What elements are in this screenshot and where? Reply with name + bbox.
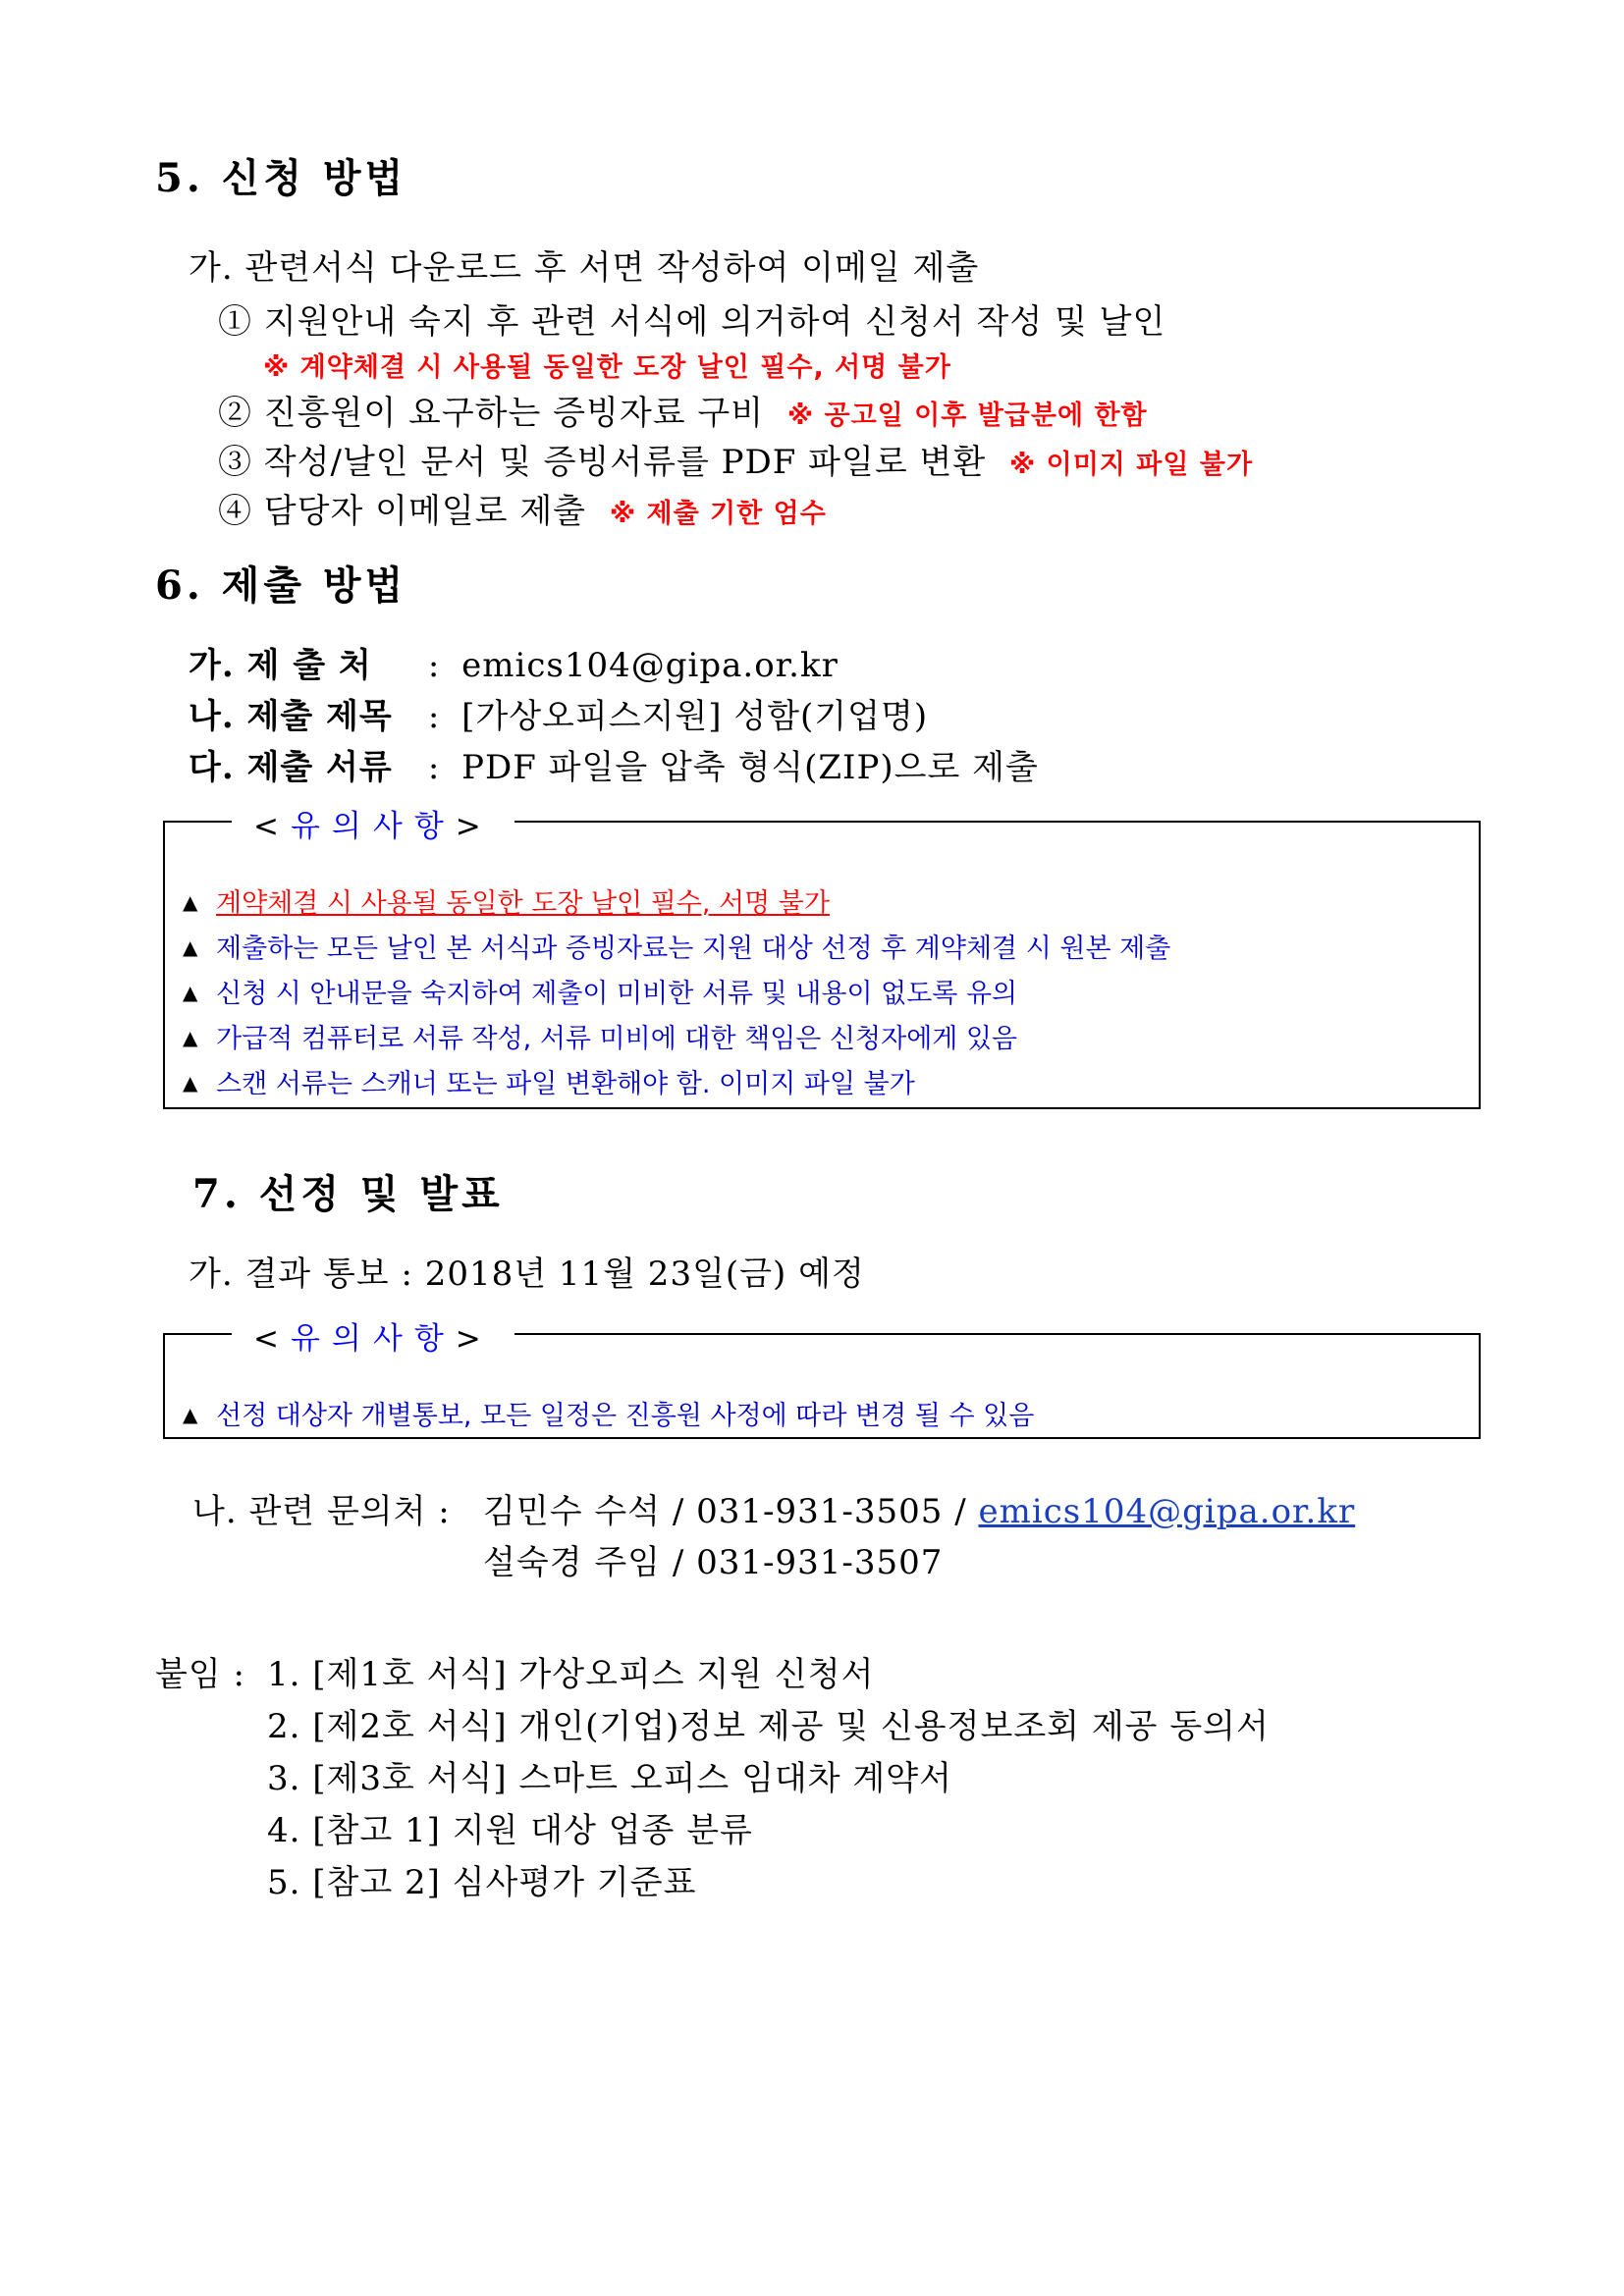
notice-title-text: 유의사항 — [290, 1321, 456, 1357]
result-notification: 가. 결과 통보 : 2018년 11월 23일(금) 예정 — [189, 1255, 865, 1294]
notice-item-text: 제출하는 모든 날인 본 서식과 증빙자료는 지원 대상 선정 후 계약체결 시 원본 제출 — [216, 934, 1171, 964]
section-5-step-1-note: ※ 계약체결 시 사용될 동일한 도장 날인 필수, 서명 불가 — [263, 352, 951, 383]
section-5-step-3 — [218, 435, 1253, 483]
submission-destination-label: 가. 제 출 처 — [189, 646, 372, 685]
attachment-item: 3. [제3호 서식] 스마트 오피스 임대차 계약서 — [267, 1759, 952, 1798]
attachment-item: 1. [제1호 서식] 가상오피스 지원 신청서 — [267, 1655, 875, 1694]
contact-1 — [483, 1484, 1355, 1532]
triangle-up-icon: ▲ — [183, 1026, 198, 1049]
triangle-up-icon: ▲ — [183, 981, 198, 1004]
triangle-up-icon: ▲ — [183, 935, 198, 959]
colon: : — [427, 697, 441, 736]
submission-documents-value: PDF 파일을 압축 형식(ZIP)으로 제출 — [461, 748, 1039, 787]
section-5-step-3-note: ※ 이미지 파일 불가 — [1009, 450, 1254, 480]
colon: : — [427, 646, 441, 685]
notice-item-text: 선정 대상자 개별통보, 모든 일정은 진흥원 사정에 따라 변경 될 수 있음 — [216, 1401, 1035, 1431]
submission-documents-row — [189, 740, 1039, 788]
notice-title-open: < — [253, 809, 291, 844]
section-5-step-3-text: ③ 작성/날인 문서 및 증빙서류를 PDF 파일로 변환 — [218, 443, 987, 482]
notice-item-text: 스캔 서류는 스캐너 또는 파일 변환해야 함. 이미지 파일 불가 — [216, 1069, 915, 1099]
notice-box-title — [232, 801, 514, 845]
contact-1-text: 김민수 수석 / 031-931-3505 / — [483, 1492, 967, 1531]
attachments-label: 붙임 : — [155, 1655, 245, 1694]
submission-subject-row — [189, 689, 928, 737]
notice-item-text: 계약체결 시 사용될 동일한 도장 날인 필수, 서명 불가 — [216, 888, 830, 919]
notice-item — [183, 927, 1170, 965]
notice-item — [183, 1062, 915, 1100]
notice-box-title — [232, 1313, 514, 1358]
section-5-step-4-text: ④ 담당자 이메일로 제출 — [218, 492, 587, 531]
section-5-step-2 — [218, 386, 1148, 434]
contact-label: 나. 관련 문의처 : — [192, 1492, 451, 1531]
section-5-step-4-note: ※ 제출 기한 엄수 — [609, 499, 827, 529]
colon: : — [427, 748, 441, 787]
notice-item-text: 신청 시 안내문을 숙지하여 제출이 미비한 서류 및 내용이 없도록 유의 — [216, 979, 1018, 1009]
contact-email-link[interactable]: emics104@gipa.or.kr — [978, 1492, 1356, 1531]
notice-title-open: < — [253, 1321, 291, 1357]
submission-destination-row — [189, 638, 839, 686]
notice-item-text: 가급적 컴퓨터로 서류 작성, 서류 미비에 대한 책임은 신청자에게 있음 — [216, 1024, 1018, 1054]
section-5-step-4 — [218, 484, 827, 532]
notice-item — [183, 1017, 1017, 1055]
attachment-item: 5. [참고 2] 심사평가 기준표 — [267, 1863, 697, 1902]
triangle-up-icon: ▲ — [183, 1071, 198, 1095]
submission-subject-label: 나. 제출 제목 — [189, 697, 393, 736]
section-5-step-1: ① 지원안내 숙지 후 관련 서식에 의거하여 신청서 작성 및 날인 — [218, 302, 1166, 342]
notice-title-text: 유의사항 — [290, 809, 456, 844]
section-5-title: 5. 신청 방법 — [155, 155, 407, 201]
notice-title-close: > — [455, 1321, 493, 1357]
section-5-step-2-text: ② 진흥원이 요구하는 증빙자료 구비 — [218, 394, 765, 433]
attachment-item: 4. [참고 1] 지원 대상 업종 분류 — [267, 1811, 753, 1850]
section-6-title: 6. 제출 방법 — [155, 562, 407, 609]
contact-2: 설숙경 주임 / 031-931-3507 — [483, 1543, 944, 1582]
submission-subject-value: [가상오피스지원] 성함(기업명) — [461, 697, 929, 736]
triangle-up-icon: ▲ — [183, 890, 198, 914]
submission-destination-value: emics104@gipa.or.kr — [461, 646, 839, 685]
section-5-step-2-note: ※ 공고일 이후 발급분에 한함 — [786, 400, 1148, 431]
section-5-item-ga: 가. 관련서식 다운로드 후 서면 작성하여 이메일 제출 — [189, 248, 980, 288]
attachment-item: 2. [제2호 서식] 개인(기업)정보 제공 및 신용정보조회 제공 동의서 — [267, 1707, 1270, 1746]
notice-item — [183, 1394, 1034, 1432]
submission-documents-label: 다. 제출 서류 — [189, 748, 393, 787]
section-7-title: 7. 선정 및 발표 — [192, 1171, 504, 1217]
notice-item — [183, 881, 830, 920]
notice-item — [183, 972, 1017, 1010]
triangle-up-icon: ▲ — [183, 1403, 198, 1426]
notice-title-close: > — [455, 809, 493, 844]
